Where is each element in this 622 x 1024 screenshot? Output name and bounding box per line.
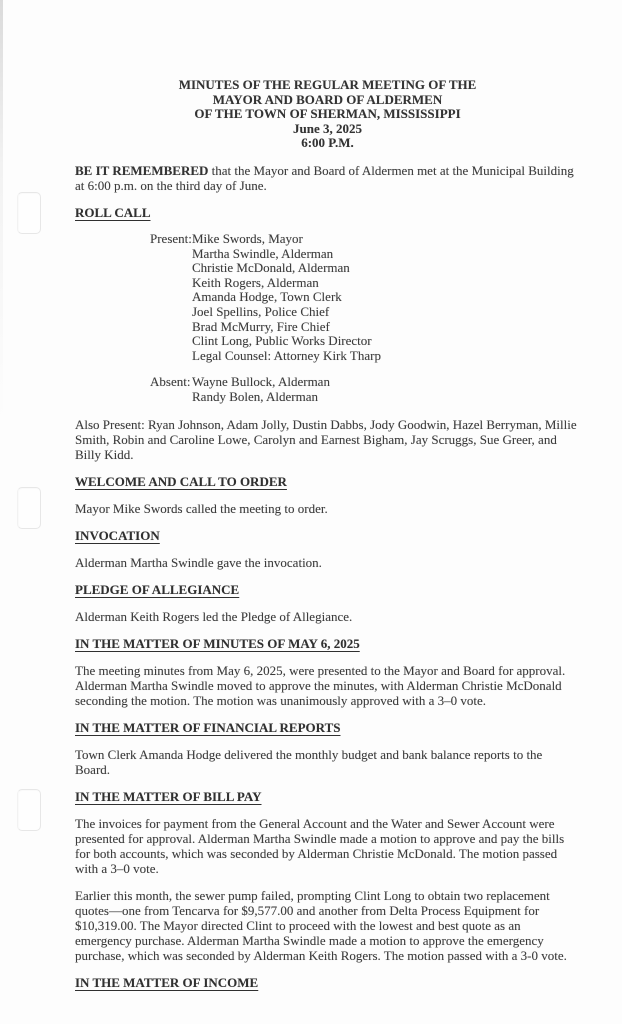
- absent-label: Absent:: [150, 374, 191, 390]
- paragraph: Alderman Keith Rogers led the Pledge of Allegiance.: [75, 608, 353, 624]
- hole-punch-mark: [17, 789, 41, 831]
- section-heading-welcome: WELCOME AND CALL TO ORDER: [75, 473, 287, 489]
- present-label: Present:: [150, 230, 192, 246]
- paragraph: Town Clerk Amanda Hodge delivered the monthly budget and bank balance reports to the Board.: [75, 746, 543, 777]
- attendee-name: Randy Bolen, Alderman: [192, 388, 319, 404]
- document-content: [75, 78, 580, 1002]
- attendee-name: Brad McMurry, Fire Chief: [192, 318, 330, 334]
- section-heading-invocation: INVOCATION: [75, 527, 160, 543]
- attendee-name: Legal Counsel: Attorney Kirk Tharp: [192, 347, 381, 363]
- opening-paragraph: [75, 163, 580, 193]
- section-heading-roll-call: ROLL CALL: [75, 204, 151, 220]
- section-heading-minutes: IN THE MATTER OF MINUTES OF MAY 6, 2025: [75, 635, 360, 651]
- paragraph: Mayor Mike Swords called the meeting to order.: [75, 500, 328, 516]
- attendee-name: Clint Long, Public Works Director: [192, 333, 372, 349]
- paragraph: The invoices for payment from the General Account and the Water and Sewer Account were presented for approval. Alderman Martha Swindle made a motion to approve and pay the bills for both accounts, which was seconded by Alderman Christie McDonald. The motion passed with a 3–0 vote.: [75, 815, 565, 876]
- opening-lead: BE IT REMEMBERED: [75, 162, 209, 178]
- hole-punch-mark: [17, 192, 41, 234]
- paragraph: Earlier this month, the sewer pump failed, prompting Clint Long to obtain two replacement quotes—one from Tencarva for $9,577.00 and another from Delta Process Equipment for $10,319.00. The Mayor directed Clint to proceed with the lowest and best quote as an emergency purchase. Alderman Martha Swindle made a motion to approve the emergency purchase, which was seconded by Alderman Keith Rogers. The motion passed with a 3-0 vote.: [75, 887, 567, 963]
- roll-call-present-list: [75, 232, 580, 363]
- attendee-name: Mike Swords, Mayor: [192, 230, 303, 246]
- also-present-paragraph: Also Present: Ryan Johnson, Adam Jolly, Dustin Dabbs, Jody Goodwin, Hazel Berryman, Millie Smith, Robin and Caroline Lowe, Carolyn and Earnest Bigham, Jay Scruggs, Sue Greer, and Billy Kidd.: [75, 416, 577, 462]
- section-heading-income: IN THE MATTER OF INCOME: [75, 974, 259, 990]
- section-heading-pledge: PLEDGE OF ALLEGIANCE: [75, 581, 240, 597]
- document-title: [75, 78, 580, 151]
- opening-rest: that the Mayor and Board of Aldermen met at the Municipal Building at 6:00 p.m. on the third day of June.: [75, 162, 574, 193]
- title-line-date: June 3, 2025: [293, 120, 362, 136]
- title-line-time: 6:00 P.M.: [301, 135, 354, 151]
- title-line-3: OF THE TOWN OF SHERMAN, MISSISSIPPI: [194, 106, 461, 122]
- section-heading-financial-reports: IN THE MATTER OF FINANCIAL REPORTS: [75, 719, 341, 735]
- list-item: [75, 375, 580, 390]
- hole-punch-mark: [17, 487, 41, 529]
- attendee-name: Wayne Bullock, Alderman: [192, 374, 330, 390]
- scanner-edge-artifact: [0, 0, 3, 420]
- attendee-name: Martha Swindle, Alderman: [192, 245, 334, 261]
- attendee-name: Keith Rogers, Alderman: [192, 274, 319, 290]
- section-heading-bill-pay: IN THE MATTER OF BILL PAY: [75, 788, 262, 804]
- title-line-2: MAYOR AND BOARD OF ALDERMEN: [212, 91, 443, 107]
- roll-call-absent-list: [75, 375, 580, 404]
- attendee-name: Amanda Hodge, Town Clerk: [192, 289, 342, 305]
- list-item: [75, 232, 580, 247]
- attendee-name: Joel Spellins, Police Chief: [192, 303, 330, 319]
- paragraph: The meeting minutes from May 6, 2025, were presented to the Mayor and Board for approval. Alderman Martha Swindle moved to approve the minutes, with Alderman Christie McDonald seconding the motion. The motion was unanimously approved with a 3–0 vote.: [75, 662, 566, 708]
- attendee-name: Christie McDonald, Alderman: [192, 260, 350, 276]
- title-line-1: MINUTES OF THE REGULAR MEETING OF THE: [178, 77, 477, 92]
- paragraph: Alderman Martha Swindle gave the invocation.: [75, 554, 322, 570]
